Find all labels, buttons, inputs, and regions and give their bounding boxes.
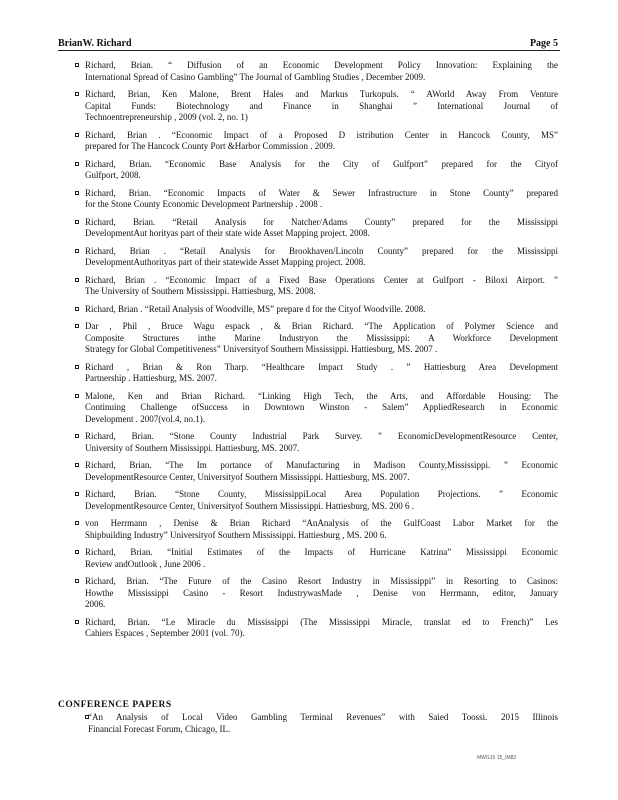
square-bullet-icon xyxy=(75,550,79,554)
entry-line: Richard , Brian & Ron Tharp. “Healthcare Impact Study . ” Hattiesburg Area Development xyxy=(85,361,558,372)
entry-line: Richard, Brian . “Economic Impact of a Proposed D istribution Center in Hancock County, MS” xyxy=(85,129,558,140)
entry-line: Richard, Brian. “Economic Base Analysis for the City of Gulfport” prepared for the Cityof xyxy=(85,158,558,169)
square-bullet-icon xyxy=(75,365,79,369)
entry-line: Cahiers Espaces , September 2001 (vol. 70). xyxy=(85,628,245,638)
list-item xyxy=(58,362,558,385)
square-bullet-icon xyxy=(75,492,79,496)
entry-line: The University of Southern Mississippi. Hattiesburg, MS. 2008. xyxy=(85,286,316,296)
entry-line: 2006. xyxy=(85,599,106,609)
list-item xyxy=(58,304,558,316)
square-bullet-icon xyxy=(75,220,79,224)
list-item xyxy=(58,321,558,356)
entry-line: Richard, Brian, Ken Malone, Brent Hales and Markus Turkopuls. “ AWorld Away From Venture xyxy=(85,89,558,99)
list-item xyxy=(58,188,558,211)
entry-line: DevelopmentResource Center, Universityof Southern Mississippi. Hattiesburg, MS. 2007. xyxy=(85,471,410,482)
list-item xyxy=(58,489,558,512)
list-item xyxy=(58,60,558,83)
entry-line: DevelopmentResource Center, Universityof Southern Mississippi. Hattiesburg, MS. 200 6 . xyxy=(85,500,414,511)
entry-line: Richard, Brian. “Stone County Industrial Park Survey. ” EconomicDevelopmentResource Center, xyxy=(85,431,558,441)
list-item xyxy=(58,460,558,483)
entry-line: Partnership . Hattiesburg, MS. 2007. xyxy=(85,373,217,383)
square-bullet-icon xyxy=(75,434,79,438)
entry-line: Malone, Ken and Brian Richard. “Linking High Tech, the Arts, and Affordable Housing: The xyxy=(85,390,558,401)
entry-line: Richard, Brian. “Stone County, MississippiLocal Area Population Projections. ” Economic xyxy=(85,489,558,499)
square-bullet-icon xyxy=(75,63,79,67)
entry-line: Development . 2007(vol.4, no.1). xyxy=(85,413,205,424)
entry-line: Composite Structures inthe Marine Industryon the Mississippi: A Workforce Development xyxy=(85,332,558,343)
list-item xyxy=(58,712,558,735)
entry-line: Financial Forecast Forum, Chicago, IL. xyxy=(88,723,231,734)
list-item xyxy=(58,391,558,426)
entry-line: Richard, Brian . “Retail Analysis for Brookhaven/Lincoln County” prepared for the Mississippi xyxy=(85,245,558,256)
list-item xyxy=(58,89,558,124)
list-item xyxy=(58,617,558,640)
list-item xyxy=(58,431,558,454)
entry-line: Richard, Brian. “Initial Estimates of the Impacts of Hurricane Katrina” Mississippi Economic xyxy=(85,547,558,557)
conference-list xyxy=(58,712,558,735)
entry-line: Richard, Brian. “Le Miracle du Mississippi (The Mississippi Miracle, translat ed to French)” Les xyxy=(85,616,558,627)
entry-line: Technoentrepreneurship , 2009 (vol. 2, no. 1) xyxy=(85,112,248,122)
list-item xyxy=(58,246,558,269)
entry-line: Richard, Brian. “The Im portance of Manufacturing in Madison County,Mississippi. ” Economic xyxy=(85,460,558,470)
entry-line: “An Analysis of Local Video Gambling Terminal Revenues” with Saied Toossi. 2015 Illinois xyxy=(88,712,558,722)
square-bullet-icon xyxy=(75,133,79,137)
list-item xyxy=(58,547,558,570)
entry-line: Richard, Brian . “Economic Impact of a Fixed Base Operations Center at Gulfport - Biloxi Airport. ” xyxy=(85,274,558,285)
square-bullet-icon xyxy=(75,249,79,253)
entry-line: von Herrmann , Denise & Brian Richard “AnAnalysis of the GulfCoast Labor Market for the xyxy=(85,518,558,528)
square-bullet-icon xyxy=(75,521,79,525)
conference-papers-heading: CONFERENCE PAPERS xyxy=(58,700,172,710)
square-bullet-icon xyxy=(75,579,79,583)
footer-code: MWG15 15_IM82 xyxy=(477,755,517,761)
entry-line: Richard, Brian. “Retail Analysis for Natcher/Adams County” prepared for the Mississippi xyxy=(85,216,558,227)
list-item xyxy=(58,275,558,298)
list-item xyxy=(58,576,558,611)
entry-line: Richard, Brian . “Retail Analysis of Woodville, MS” prepare d for the Cityof Woodville. 2008. xyxy=(85,303,426,314)
entry-line: Richard, Brian. “ Diffusion of an Economic Development Policy Innovation: Explaining the xyxy=(85,60,558,70)
entry-line: Capital Funds: Biotechnology and Finance in Shanghai ” International Journal of xyxy=(85,100,558,111)
entry-line: Howthe Mississippi Casino - Resort IndustrywasMade , Denise von Herrmann, editor, January xyxy=(85,587,558,598)
square-bullet-icon xyxy=(75,463,79,467)
publication-list xyxy=(58,60,558,646)
entry-line: Gulfport, 2008. xyxy=(85,170,141,180)
entry-line: Dar , Phil , Bruce Wagu espack , & Brian Richard. “The Application of Polymer Science and xyxy=(85,321,558,331)
square-bullet-icon xyxy=(75,620,79,624)
page-number: Page 5 xyxy=(529,38,558,49)
square-bullet-icon xyxy=(75,394,79,398)
square-bullet-icon xyxy=(75,162,79,166)
square-bullet-icon xyxy=(85,715,89,719)
square-bullet-icon xyxy=(75,191,79,195)
entry-line: Richard, Brian. “Economic Impacts of Water & Sewer Infrastructure in Stone County” prepared xyxy=(85,187,558,198)
list-item xyxy=(58,130,558,153)
list-item xyxy=(58,159,558,182)
entry-line: Shipbuilding Industry” Universityof Southern Mississippi. Hattiesburg , MS. 200 6. xyxy=(85,529,387,540)
square-bullet-icon xyxy=(75,324,79,328)
entry-line: DevelopmentAut horityas part of their state wide Asset Mapping project. 2008. xyxy=(85,228,370,238)
square-bullet-icon xyxy=(75,92,79,96)
list-item xyxy=(58,217,558,240)
entry-line: Richard, Brian. “The Future of the Casino Resort Industry in Mississippi” in Resorting to Casinos: xyxy=(85,576,558,586)
entry-line: Review andOutlook , June 2006 . xyxy=(85,558,206,569)
entry-line: Continuing Challenge ofSuccess in Downtown Winston - Salem” AppliedResearch in Economic xyxy=(85,402,558,412)
entry-line: Strategy for Global Competitiveness” Universityof Southern Mississippi. Hattiesburg, MS. 2007 . xyxy=(85,344,438,354)
entry-line: for the Stone County Economic Development Partnership . 2008 . xyxy=(85,199,323,209)
entry-line: University of Southern Mississippi. Hattiesburg, MS. 2007. xyxy=(85,442,300,453)
square-bullet-icon xyxy=(75,278,79,282)
square-bullet-icon xyxy=(75,307,79,311)
header-author: BrianW. Richard xyxy=(58,38,132,49)
page-header xyxy=(58,38,560,51)
entry-line: International Spread of Casino Gambling” The Journal of Gambling Studies , December 2009. xyxy=(85,71,426,82)
entry-line: prepared for The Hancock County Port &Harbor Commission . 2009. xyxy=(85,141,336,151)
entry-line: DevelopmentAuthorityas part of their statewide Asset Mapping project. 2008. xyxy=(85,257,366,267)
list-item xyxy=(58,518,558,541)
